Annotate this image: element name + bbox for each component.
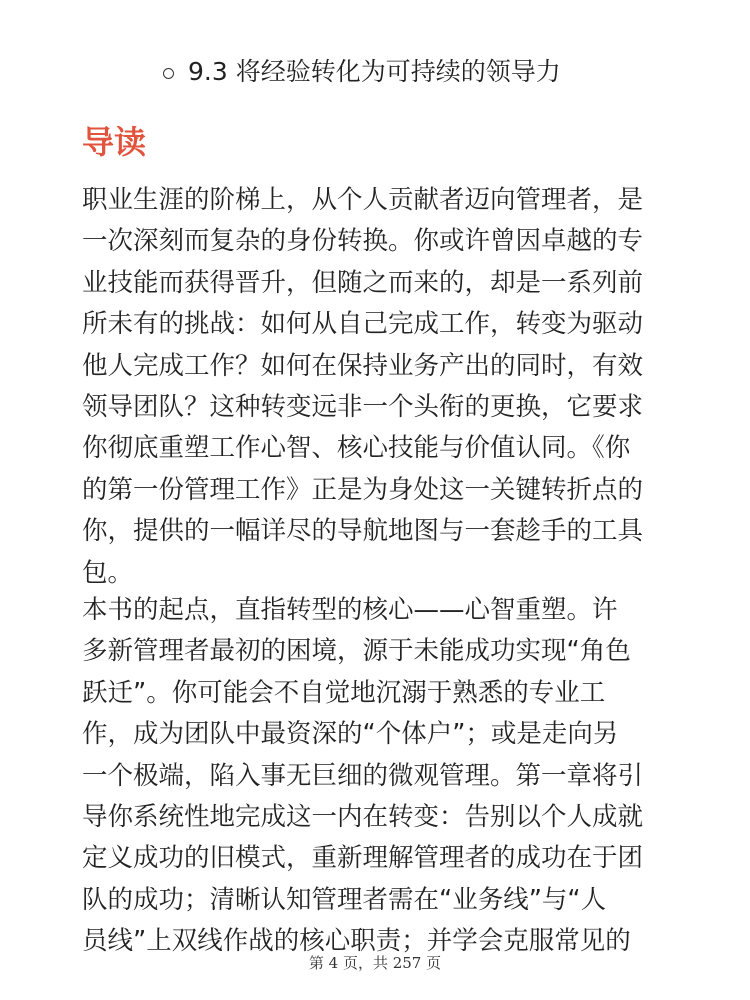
toc-entry-label: 9.3 将经验转化为可持续的领导力	[188, 57, 561, 86]
text-line: 定义成功的旧模式，重新理解管理者的成功在于团	[82, 843, 644, 874]
text-line: 队的成功；清晰认知管理者需在“业务线”与“人	[82, 884, 607, 915]
text-line: 员线”上双线作战的核心职责；并学会克服常见的	[82, 926, 631, 957]
text-line: 本书的起点，直指转型的核心——心智重塑。许	[82, 595, 618, 625]
text-line: 一个极端，陷入事无巨细的微观管理。第一章将引	[82, 760, 644, 791]
text-line: 一次深刻而复杂的身份转换。你或许曾因卓越的专	[82, 226, 644, 257]
body-paragraph-1	[82, 180, 682, 594]
text-line: 作，成为团队中最资深的“个体户”；或是走向另	[82, 719, 619, 750]
text-line: 领导团队？这种转变远非一个头衔的更换，它要求	[82, 391, 644, 422]
hollow-circle-bullet-icon	[163, 68, 174, 79]
text-line: 他人完成工作？如何在保持业务产出的同时，有效	[82, 350, 644, 381]
text-line: 的第一份管理工作》正是为身处这一关键转折点的	[82, 474, 644, 505]
text-line: 业技能而获得晋升，但随之而来的，却是一系列前	[82, 267, 644, 298]
body-paragraph-2	[82, 590, 682, 963]
toc-entry[interactable]	[163, 52, 561, 92]
text-line: 包。	[82, 557, 134, 588]
text-line: 导你系统性地完成这一内在转变：告别以个人成就	[82, 801, 644, 832]
text-line: 你彻底重塑工作心智、核心技能与价值认同。《你	[82, 433, 631, 464]
section-heading: 导读	[82, 123, 147, 161]
text-line: 多新管理者最初的困境，源于未能成功实现“角色	[82, 636, 631, 667]
text-line: 职业生涯的阶梯上，从个人贡献者迈向管理者，是	[82, 185, 644, 215]
page-number-footer: 第 4 页，共 257 页	[308, 954, 442, 972]
text-line: 跃迁”。你可能会不自觉地沉溺于熟悉的专业工	[82, 677, 606, 708]
text-line: 所未有的挑战：如何从自己完成工作，转变为驱动	[82, 309, 644, 340]
text-line: 你，提供的一幅详尽的导航地图与一套趁手的工具	[82, 516, 644, 547]
